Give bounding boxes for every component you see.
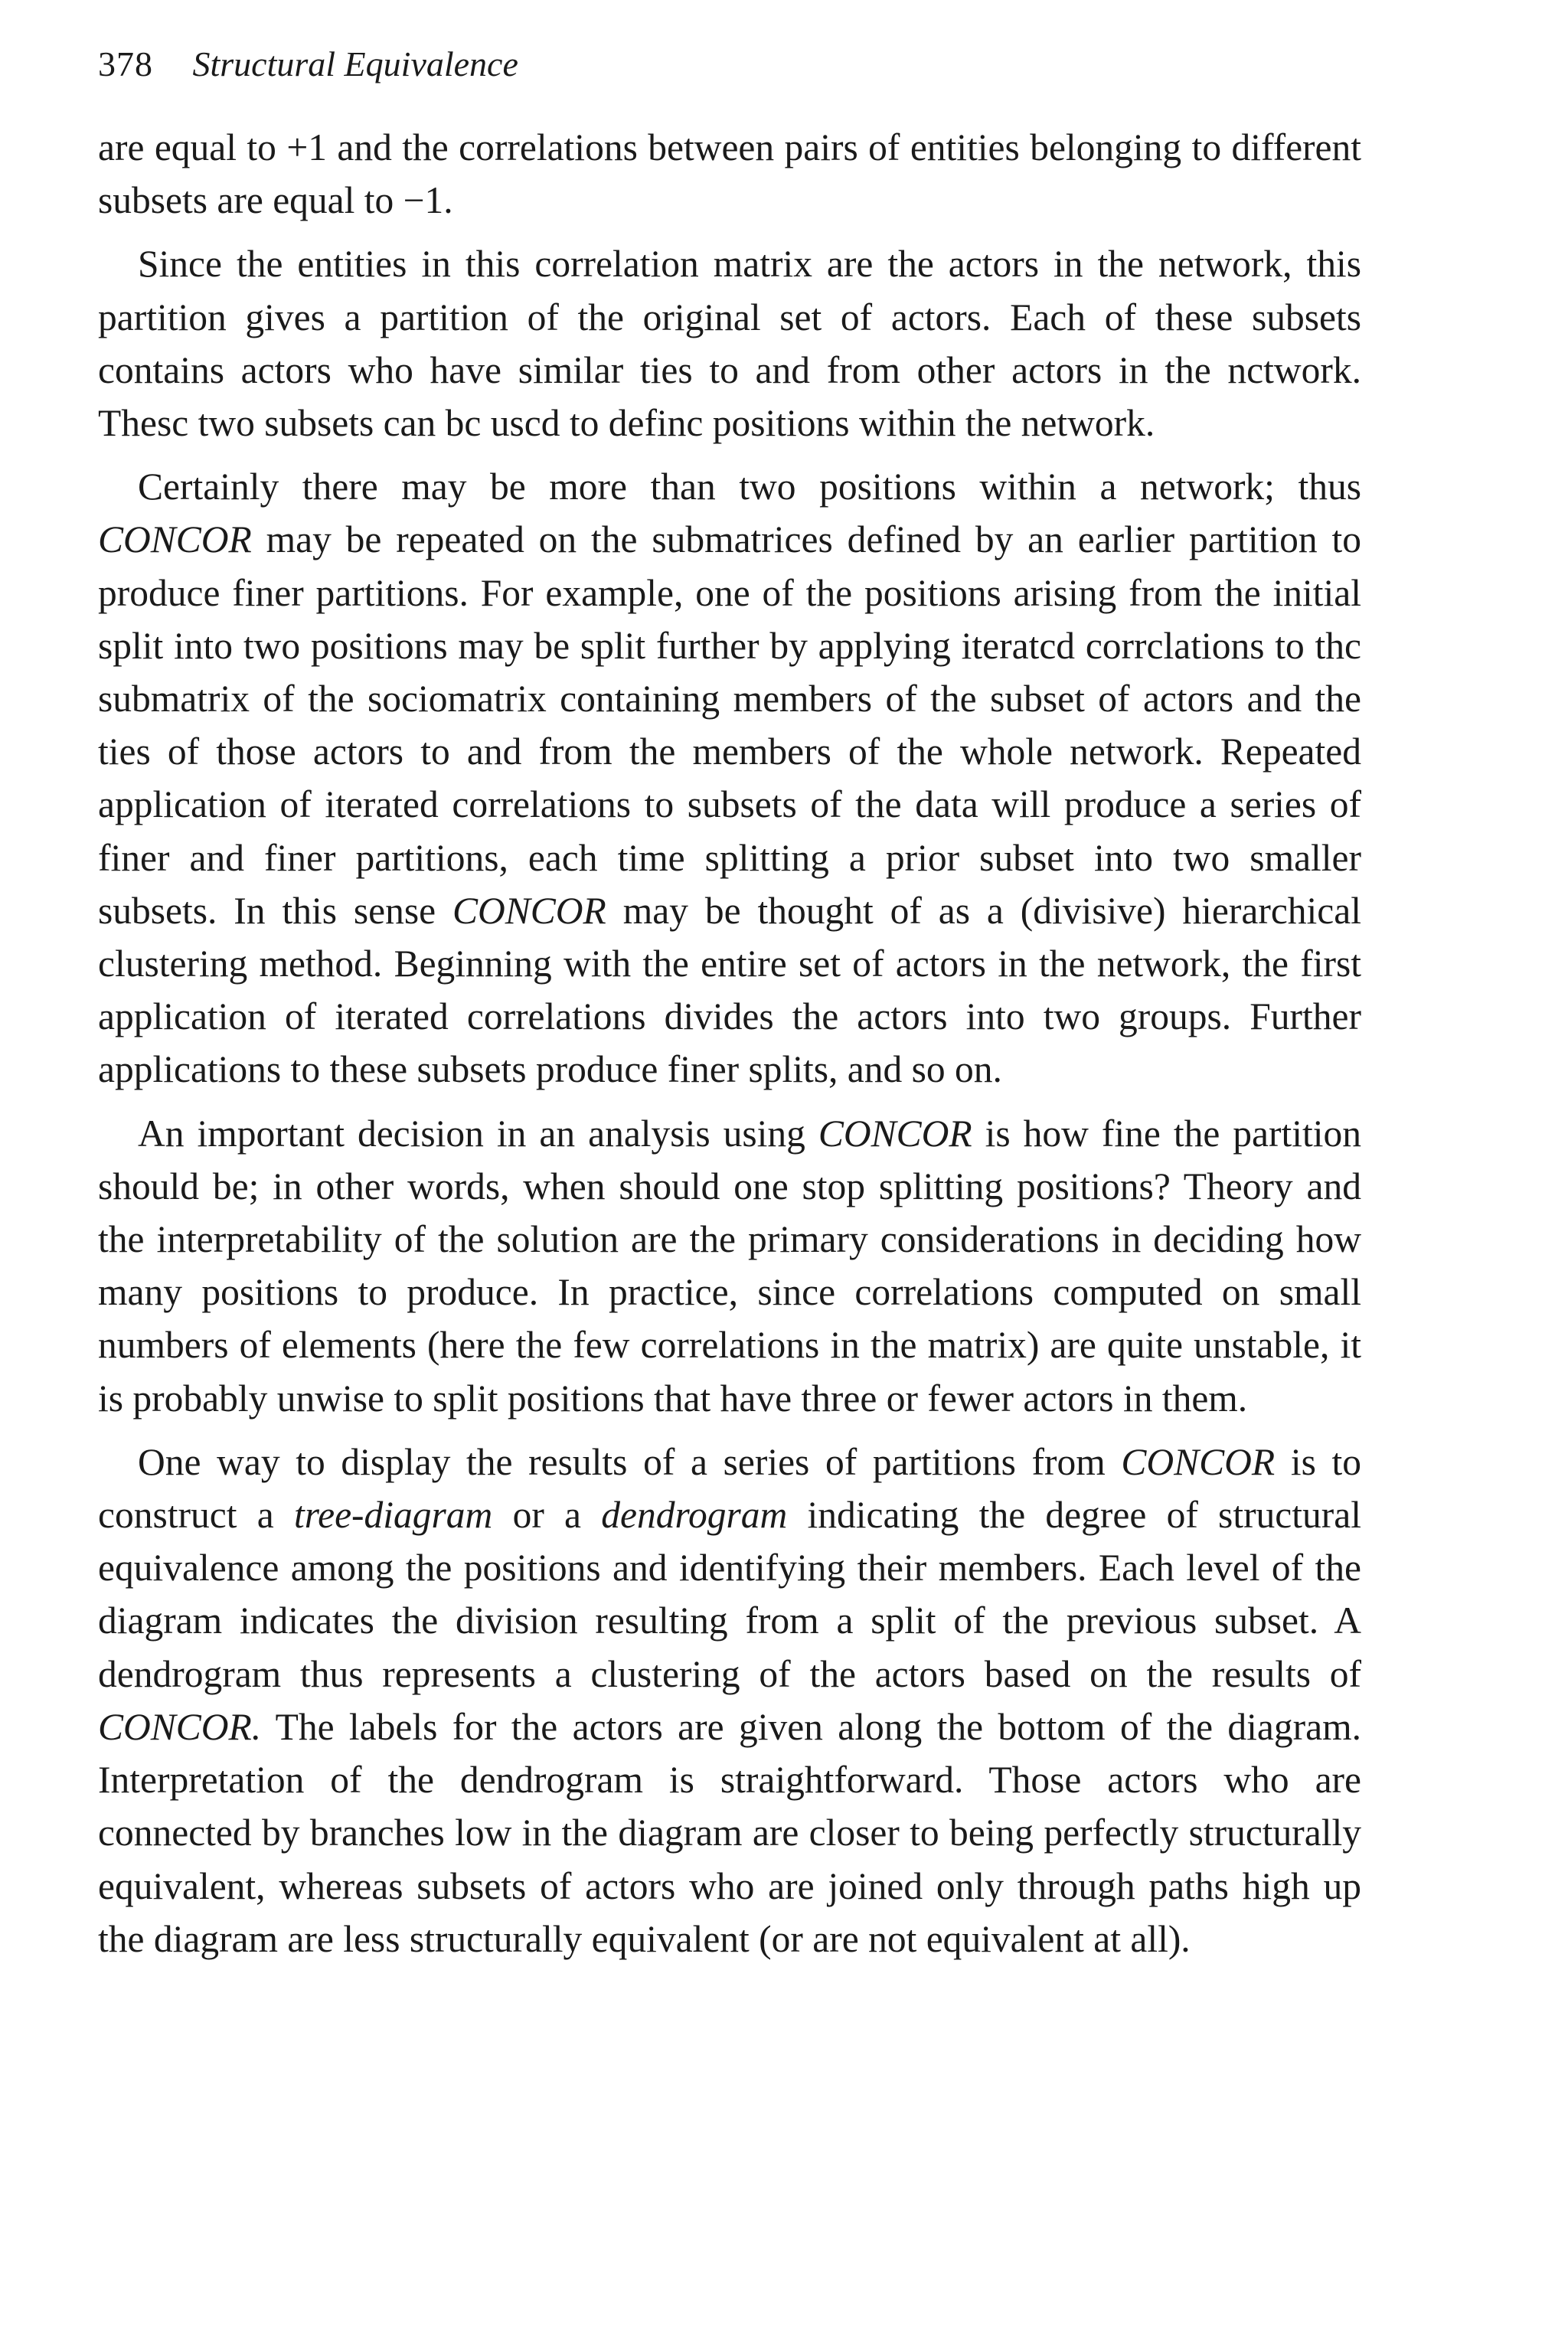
paragraph-partition-actors — [98, 237, 1361, 449]
italic-term: dendrogram — [601, 1494, 788, 1537]
text-run: Since the entities in this correlation matrix are the actors in the network, this partition gives a partition of the original set of actors. Each of these subsets contains actors who have similar ties to and from other actors in the nctwork. Thesc two subsets can bc uscd to definc positions within the network. — [98, 243, 1361, 445]
paragraph-dendrogram — [98, 1436, 1361, 1965]
text-run: Certainly there may be more than two positions within a network; thus — [138, 466, 1361, 508]
paragraph-more-positions — [98, 460, 1361, 1096]
text-run: One way to display the results of a series of partitions from — [138, 1440, 1122, 1483]
running-head — [98, 41, 518, 87]
body-text — [98, 121, 1361, 1976]
italic-term: CONCOR — [98, 518, 252, 561]
italic-term: CONCOR. — [98, 1705, 262, 1748]
text-run: is how fine the partition should be; in other words, when should one stop splitting positions? Theory and the interpretability of the solution are the primary considerations in deciding how many positions to produce. In practice, since correlations computed on small numbers of elements (here the few correlations in the matrix) are quite unstable, it is probably unwise to split positions that have three or fewer actors in them. — [98, 1112, 1361, 1420]
text-run: are equal to +1 and the correlations between pairs of entities belonging to different subsets are equal to −1. — [98, 126, 1361, 222]
text-run: indicating the degree of structural equivalence among the positions and identifying their members. Each level of the diagram indicates the division resulting from a split of the previous subset. A dendrogram thus represents a clustering of the actors based on the results of — [98, 1494, 1361, 1695]
text-run: may be thought of as a (divisive) hierarchical clustering method. Beginning with the entire set of actors in the network, the first application of iterated correlations divides the actors into two groups. Further applications to these subsets produce finer splits, and so on. — [98, 889, 1361, 1091]
text-run: or a — [492, 1494, 602, 1537]
paragraph-continued — [98, 121, 1361, 227]
running-title: Structural Equivalence — [192, 44, 518, 83]
page-number: 378 — [98, 44, 153, 83]
italic-term: CONCOR — [1121, 1440, 1276, 1483]
paragraph-partition-fineness — [98, 1107, 1361, 1425]
italic-term: CONCOR — [452, 889, 606, 932]
text-run: The labels for the actors are given along the bottom of the diagram. Interpretation of the dendrogram is straightforward. Those actors who are connected by branches low in the diagram are closer to being perfectly structurally equivalent, whereas subsets of actors who are joined only through paths high up the diagram are less structurally equivalent (or are not equivalent at all). — [98, 1705, 1361, 1960]
text-run: An important decision in an analysis using — [138, 1112, 818, 1155]
italic-term: tree-diagram — [293, 1494, 493, 1537]
italic-term: CONCOR — [818, 1112, 972, 1155]
text-run: may be repeated on the submatrices defined by an earlier partition to produce finer partitions. For example, one of the positions arising from the initial split into two positions may be split further by applying iteratcd corrclations to thc submatrix of the sociomatrix containing members of the subset of actors and the ties of those actors to and from the members of the whole network. Repeated application of iterated correlations to subsets of the data will produce a series of finer and finer partitions, each time splitting a prior subset into two smaller subsets. In this sense — [98, 518, 1361, 932]
text-run: is to construct a — [98, 1440, 1361, 1537]
